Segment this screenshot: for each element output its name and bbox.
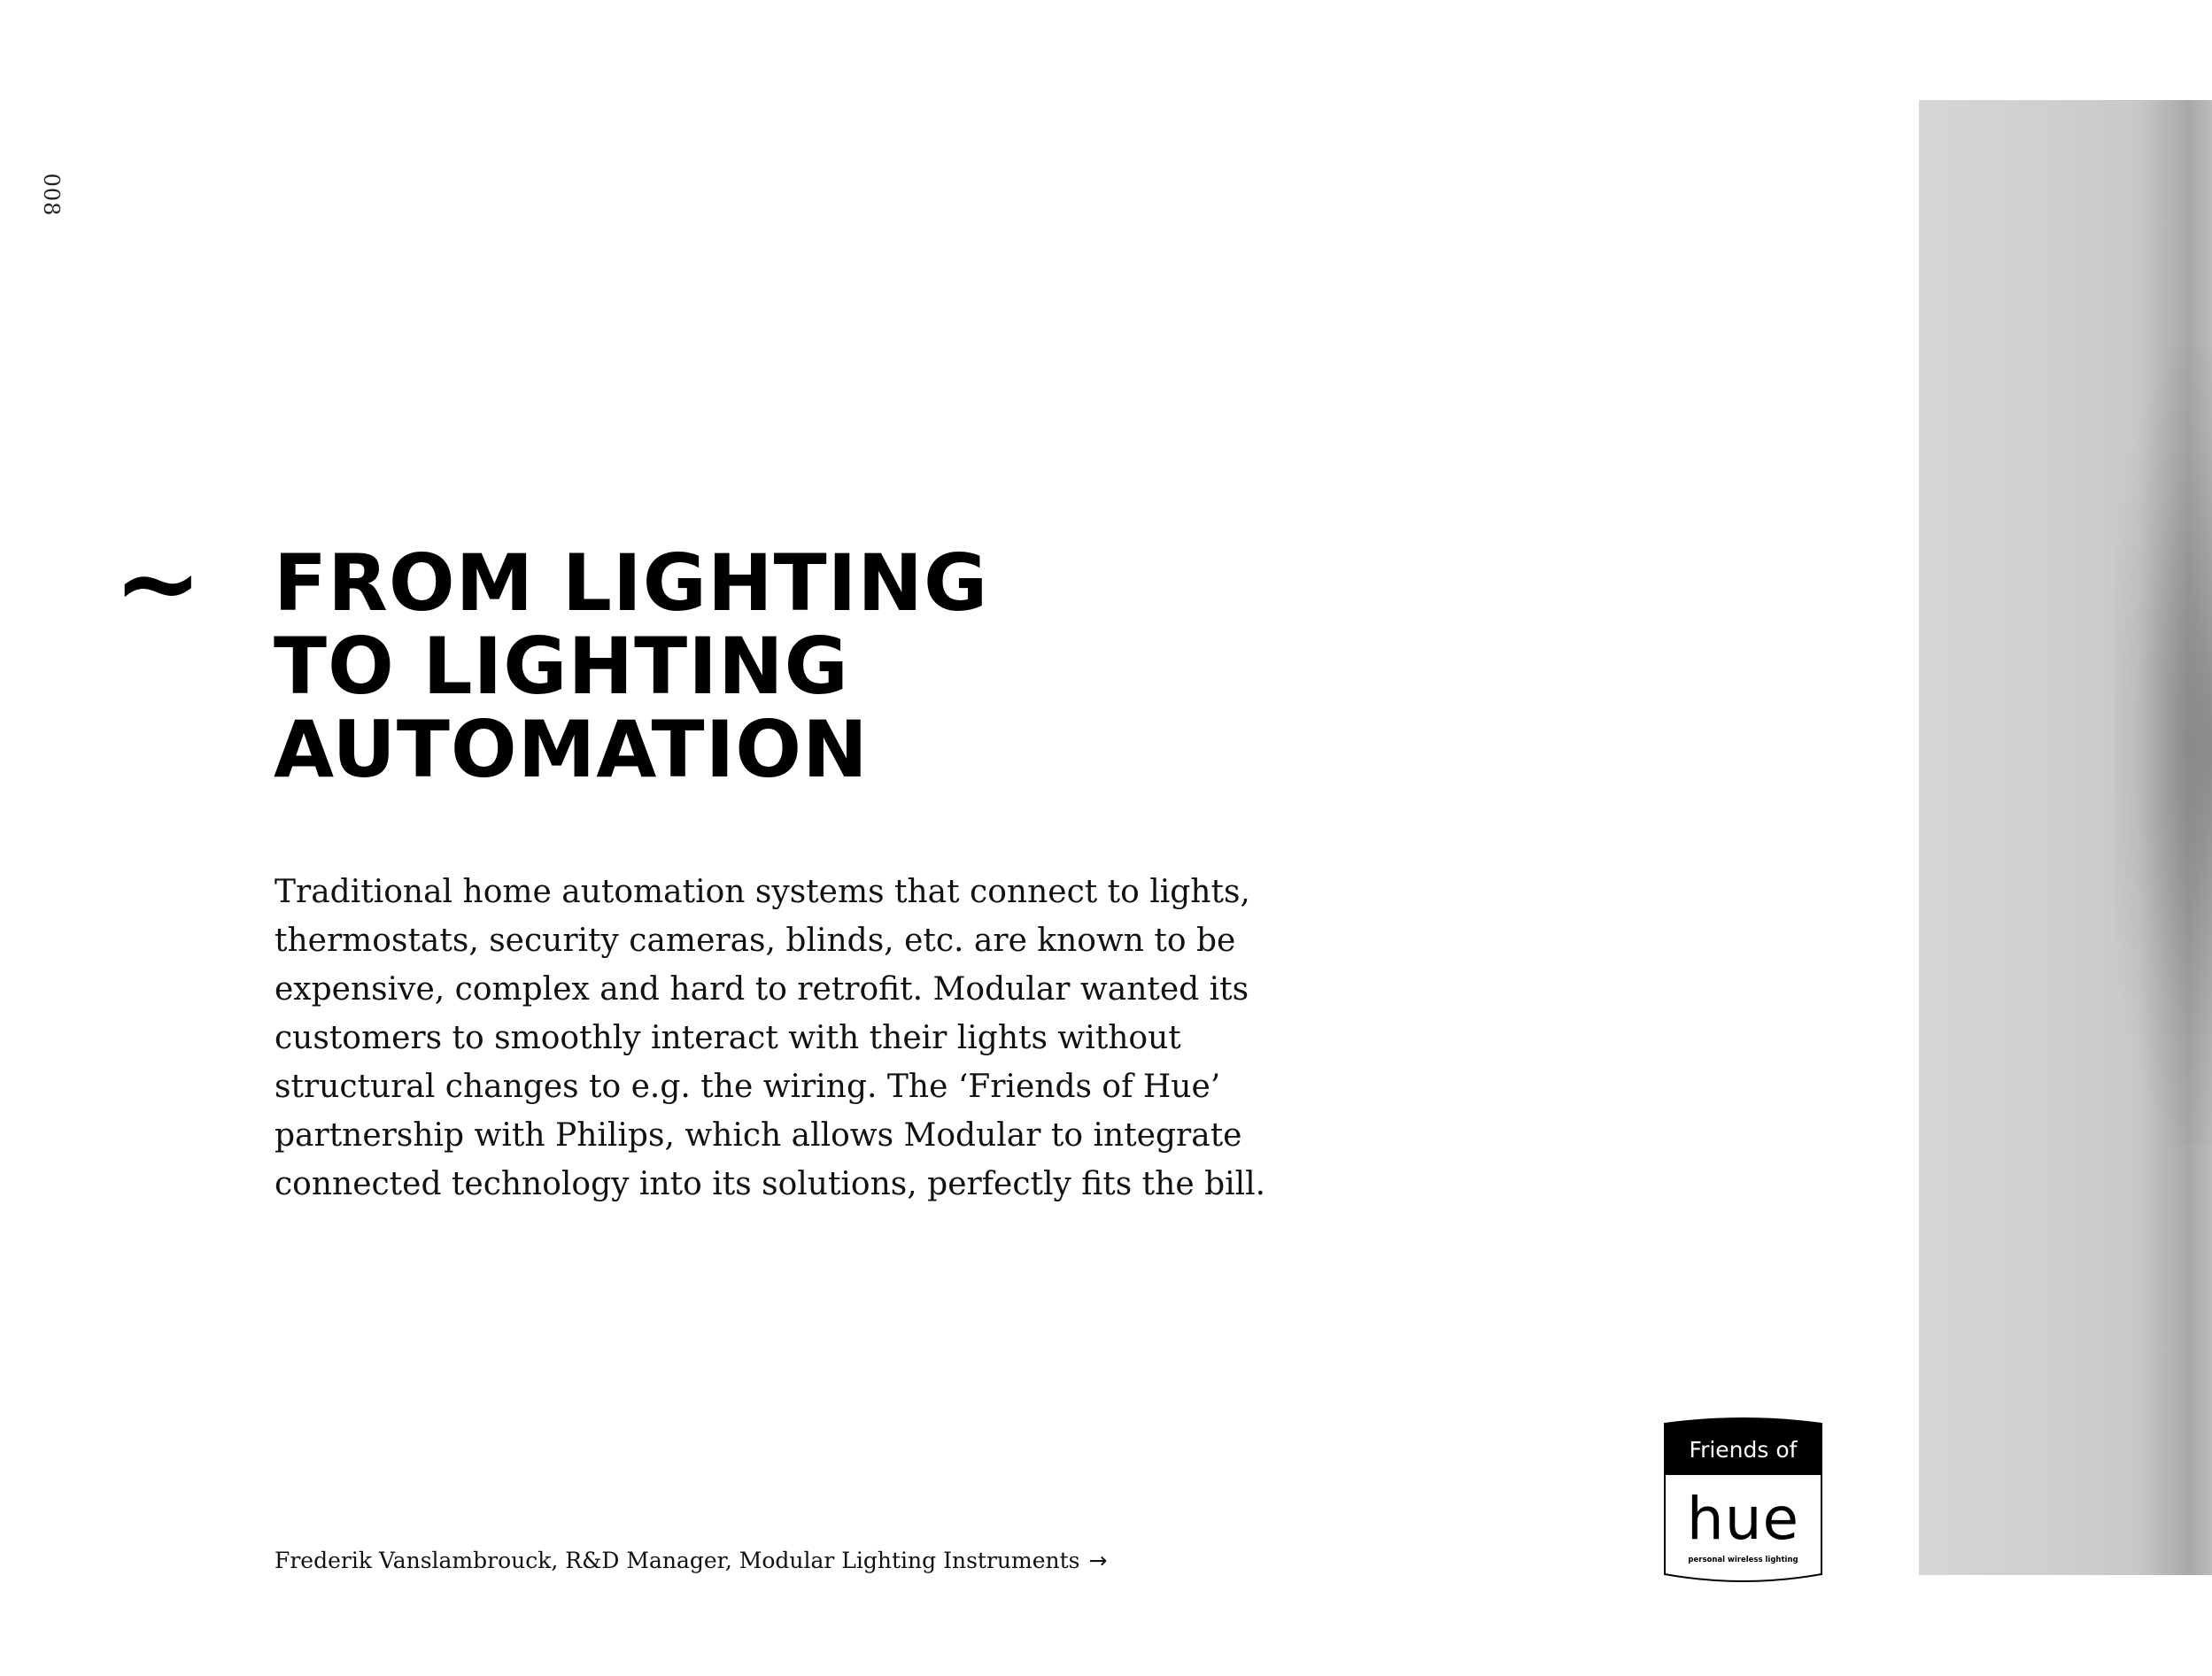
badge-brand: hue xyxy=(1686,1485,1800,1553)
friends-of-hue-badge xyxy=(1663,1417,1823,1585)
attribution xyxy=(275,1548,1107,1573)
arrow-right-icon: → xyxy=(1088,1548,1108,1573)
badge-top-text: Friends of xyxy=(1689,1437,1798,1463)
body-paragraph: Traditional home automation systems that connect to lights, thermostats, security cameras, blinds, etc. are known to be expensive, complex and hard to retrofit. Modular wanted its customers to smoothly interact with their lights without structural changes to e.g. the wiring. The ‘Friends of Hue’ partnership with Philips, which allows Modular to integrate connected technology into its solutions, perfectly fits the bill. xyxy=(275,874,1266,1202)
page-number: 008 xyxy=(39,173,64,217)
side-photo-shade xyxy=(2114,348,2212,1145)
badge-tagline: personal wireless lighting xyxy=(1688,1556,1798,1564)
headline: FROM LIGHTING TO LIGHTING AUTOMATION xyxy=(274,537,989,795)
tilde-icon: ~ xyxy=(113,522,203,645)
side-photo xyxy=(1919,100,2212,1575)
attribution-text: Frederik Vanslambrouck, R&D Manager, Modular Lighting Instruments xyxy=(275,1548,1080,1573)
